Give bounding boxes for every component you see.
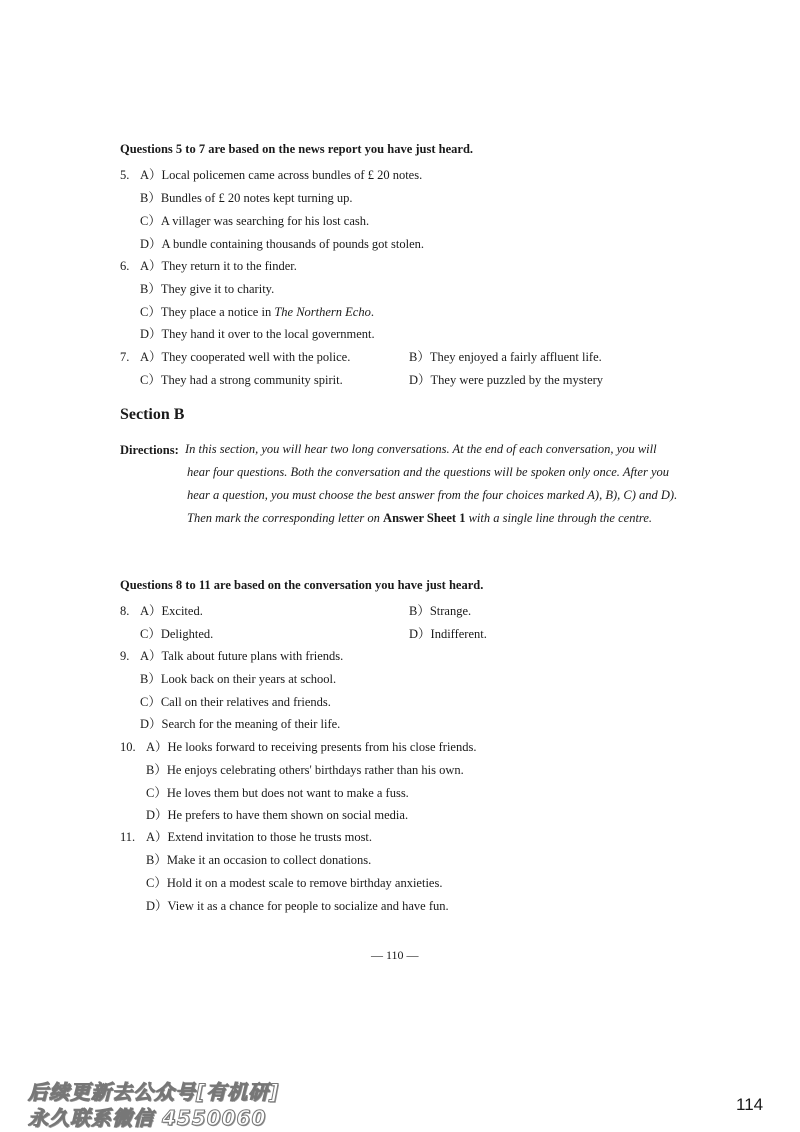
q7-option-d: D）They were puzzled by the mystery xyxy=(409,373,604,387)
q9-a-text: A）Talk about future plans with friends. xyxy=(140,649,344,663)
q11-option-b: B）Make it an occasion to collect donations. xyxy=(146,853,372,867)
q6-c-suffix: . xyxy=(370,305,374,319)
directions-text-part2: with a single line through the centre. xyxy=(465,511,653,525)
q8-number: 8. xyxy=(120,604,130,618)
q9-option-b: B）Look back on their years at school. xyxy=(140,672,337,686)
q7-option-a xyxy=(120,347,350,365)
section-b-title: Section B xyxy=(120,406,185,423)
q5-number: 5. xyxy=(120,168,130,182)
q10-option-d: D）He prefers to have them shown on social media. xyxy=(146,808,409,822)
scan-page-number: 114 xyxy=(736,1095,764,1114)
q6-option-a xyxy=(120,256,297,274)
q8-option-c: C）Delighted. xyxy=(140,627,214,641)
q5-option-c: C）A villager was searching for his lost cash. xyxy=(140,214,370,228)
q9-option-d: D）Search for the meaning of their life. xyxy=(140,717,341,731)
directions-text xyxy=(187,438,680,530)
q8-option-d: D）Indifferent. xyxy=(409,627,487,641)
directions-label: Directions: xyxy=(120,443,179,457)
q9-option-a xyxy=(120,646,343,664)
q7-number: 7. xyxy=(120,350,130,364)
q8-option-b: B）Strange. xyxy=(409,604,472,618)
q5-a-text: A）Local policemen came across bundles of £ 20 notes. xyxy=(140,168,423,182)
q10-option-a xyxy=(120,737,476,755)
questions-5-7-header: Questions 5 to 7 are based on the news report you have just heard. xyxy=(120,142,474,156)
watermark-line-1: 后续更新去公众号[有机研] xyxy=(28,1080,280,1104)
q11-a-text: A）Extend invitation to those he trusts most. xyxy=(146,830,373,844)
q5-option-d: D）A bundle containing thousands of pounds got stolen. xyxy=(140,237,425,251)
directions-answer-sheet: Answer Sheet 1 xyxy=(383,511,466,525)
q7-option-b: B）They enjoyed a fairly affluent life. xyxy=(409,350,602,364)
q6-number: 6. xyxy=(120,259,130,273)
q10-option-b: B）He enjoys celebrating others' birthdays rather than his own. xyxy=(146,763,464,777)
q6-a-text: A）They return it to the finder. xyxy=(140,259,297,273)
watermark-line-2: 永久联系微信 4550060 xyxy=(28,1106,267,1130)
q10-number: 10. xyxy=(120,740,136,754)
q11-option-c: C）Hold it on a modest scale to remove birthday anxieties. xyxy=(146,876,443,890)
page-number: — 110 — xyxy=(371,948,419,962)
q6-option-c xyxy=(140,302,374,320)
q7-a-text: A）They cooperated well with the police. xyxy=(140,350,351,364)
q6-c-prefix: C）They place a notice in xyxy=(140,305,275,319)
q8-option-a xyxy=(120,601,203,619)
q6-option-d: D）They hand it over to the local government. xyxy=(140,327,375,341)
q9-option-c: C）Call on their relatives and friends. xyxy=(140,695,331,709)
questions-8-11-header: Questions 8 to 11 are based on the conversation you have just heard. xyxy=(120,578,484,592)
q5-option-b: B）Bundles of £ 20 notes kept turning up. xyxy=(140,191,353,205)
q10-a-text: A）He looks forward to receiving presents from his close friends. xyxy=(146,740,477,754)
q6-option-b: B）They give it to charity. xyxy=(140,282,275,296)
directions-text-part1: In this section, you will hear two long conversations. At the end of each conversation, you will hear four questions. Both the conversation and the questions will be spoken only once. After you hear a question, you must choose the best answer from the four choices marked A), B), C) and D). Then mark the corresponding letter on xyxy=(185,442,678,525)
q11-number: 11. xyxy=(120,830,136,844)
q7-option-c: C）They had a strong community spirit. xyxy=(140,373,343,387)
q11-option-d: D）View it as a chance for people to socialize and have fun. xyxy=(146,899,449,913)
q5-option-a xyxy=(120,165,422,183)
q8-a-text: A）Excited. xyxy=(140,604,203,618)
q11-option-a xyxy=(120,827,372,845)
q9-number: 9. xyxy=(120,649,130,663)
q6-c-newspaper: The Northern Echo xyxy=(274,305,371,319)
q10-option-c: C）He loves them but does not want to make a fuss. xyxy=(146,786,409,800)
